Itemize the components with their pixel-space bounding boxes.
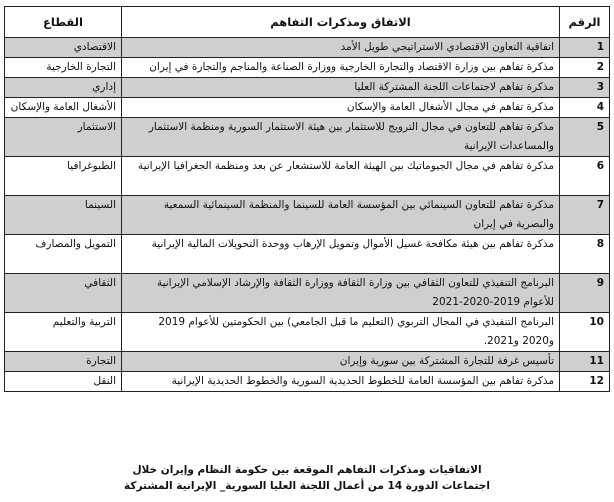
row-description: مذكرة تفاهم بين وزارة الاقتصاد والتجارة الخارجية ووزارة الصناعة والمناجم والتجارة في إيران <box>122 58 560 78</box>
row-sector: التجارة <box>5 352 122 372</box>
row-number: 5 <box>560 118 610 157</box>
row-number: 1 <box>560 38 610 58</box>
table-row <box>5 38 610 58</box>
table-row <box>5 78 610 98</box>
row-description: مذكرة تفاهم في مجال الجيوماتيك بين الهيئة العامة للاستشعار عن بعد ومنظمة الجغرافيا الإيرانية <box>122 157 560 196</box>
table-header-row <box>5 7 610 38</box>
row-description: مذكرة تفاهم في مجال الأشغال العامة والإسكان <box>122 98 560 118</box>
table-row <box>5 157 610 196</box>
row-description: مذكرة تفاهم لاجتماعات اللجنة المشتركة العليا <box>122 78 560 98</box>
row-sector: الثقافي <box>5 274 122 313</box>
table-row <box>5 372 610 392</box>
table-row <box>5 274 610 313</box>
row-sector: الاقتصادي <box>5 38 122 58</box>
row-sector: السينما <box>5 196 122 235</box>
row-description: مذكرة تفاهم بين هيئة مكافحة غسيل الأموال وتمويل الإرهاب ووحدة التحويلات المالية الإيرانية <box>122 235 560 274</box>
row-number: 2 <box>560 58 610 78</box>
caption-line-2: اجتماعات الدورة 14 من أعمال اللجنة العليا السورية_ الإيرانية المشتركة <box>124 480 490 492</box>
table-row <box>5 98 610 118</box>
row-number: 4 <box>560 98 610 118</box>
table-row <box>5 235 610 274</box>
agreements-table <box>4 6 610 392</box>
row-number: 8 <box>560 235 610 274</box>
caption-line-1: الاتفاقيات ومذكرات التفاهم الموقعة بين حكومة النظام وإيران خلال <box>132 464 482 476</box>
row-number: 10 <box>560 313 610 352</box>
row-sector: التجارة الخارجية <box>5 58 122 78</box>
row-description: البرنامج التنفيذي للتعاون الثقافي بين وزارة الثقافة ووزارة الثقافة والإرشاد الإسلامي الإيرانية للأعوام 2019-2020-2021 <box>122 274 560 313</box>
row-description: مذكرة تفاهم للتعاون السينمائي بين المؤسسة العامة للسينما والمنظمة السينمائية السمعية والبصرية في إيران <box>122 196 560 235</box>
table-row <box>5 313 610 352</box>
row-sector: إداري <box>5 78 122 98</box>
row-number: 9 <box>560 274 610 313</box>
row-sector: التمويل والمصارف <box>5 235 122 274</box>
row-number: 11 <box>560 352 610 372</box>
row-description: مذكرة تفاهم للتعاون في مجال الترويج للاستثمار بين هيئة الاستثمار السورية ومنظمة الاستثمار والمساعدات الإيرانية <box>122 118 560 157</box>
row-number: 3 <box>560 78 610 98</box>
row-sector: الطبوغرافيا <box>5 157 122 196</box>
row-description: اتفاقية التعاون الاقتصادي الاستراتيجي طويل الأمد <box>122 38 560 58</box>
table-row <box>5 118 610 157</box>
header-sector: القطاع <box>5 7 122 38</box>
row-sector: الاستثمار <box>5 118 122 157</box>
row-description: البرنامج التنفيذي في المجال التربوي (التعليم ما قبل الجامعي) بين الحكومتين للأعوام 2019 و2020 و2021. <box>122 313 560 352</box>
row-number: 12 <box>560 372 610 392</box>
header-number: الرقم <box>560 7 610 38</box>
row-sector: النقل <box>5 372 122 392</box>
table-caption <box>0 462 614 494</box>
row-number: 6 <box>560 157 610 196</box>
table-row <box>5 196 610 235</box>
row-description: مذكرة تفاهم بين المؤسسة العامة للخطوط الحديدية السورية والخطوط الحديدية الإيرانية <box>122 372 560 392</box>
row-sector: التربية والتعليم <box>5 313 122 352</box>
table-row <box>5 352 610 372</box>
row-description: تأسيس غرفة للتجارة المشتركة بين سورية وإيران <box>122 352 560 372</box>
header-description: الاتفاق ومذكرات التفاهم <box>122 7 560 38</box>
row-sector: الأشغال العامة والإسكان <box>5 98 122 118</box>
row-number: 7 <box>560 196 610 235</box>
table-row <box>5 58 610 78</box>
